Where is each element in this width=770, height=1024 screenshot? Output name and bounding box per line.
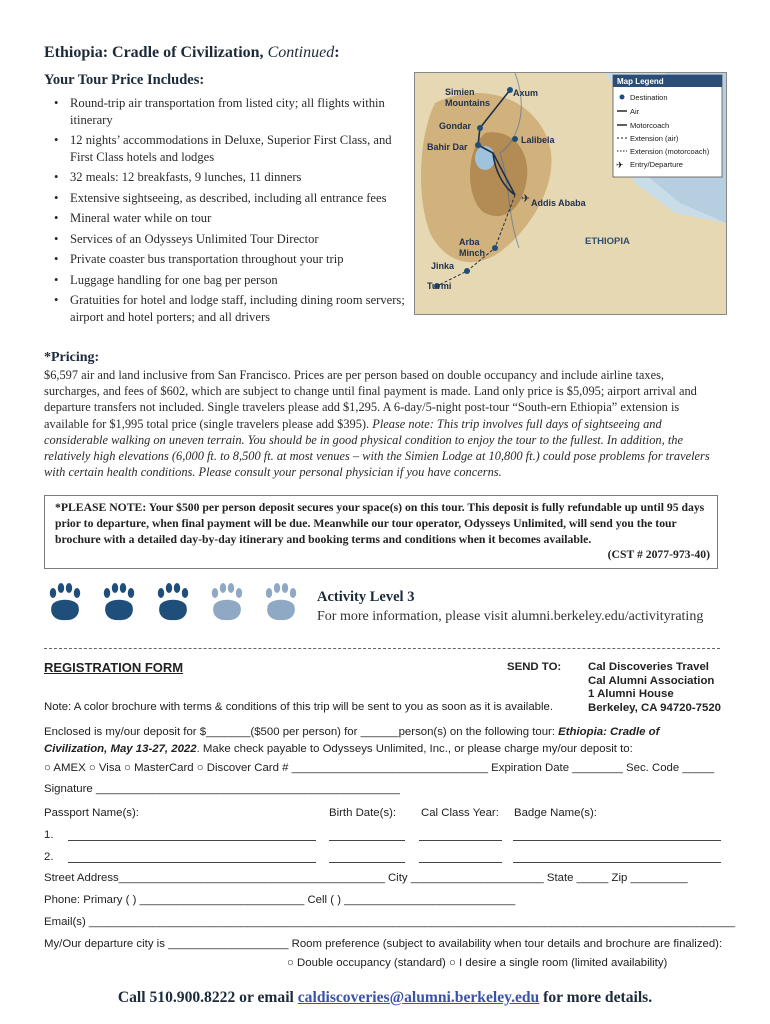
signature-field[interactable]: Signature ________________________________________________ (44, 783, 401, 795)
map-destination-dot (475, 142, 481, 148)
mailing-address (588, 661, 721, 715)
map-label: Minch (459, 248, 485, 258)
row-number: 2. (44, 851, 54, 863)
cut-line (44, 648, 720, 649)
departure-city-field[interactable]: My/Our departure city is ___________________ Room preference (subject to availability when tour details and brochure are finalized): (44, 938, 723, 950)
registration-title: REGISTRATION FORM (44, 660, 184, 675)
deposit-note-text: *PLEASE NOTE: Your $500 per person deposit secures your space(s) on this tour. This deposit is fully refundable up until 95 days prior to departure, when final payment will be due. Meanwhile our tour operator, Odysseys Unlimited, will send you the tour brochure with a detailed day-by-day itinerary and booking terms and conditions when it becomes available. (55, 501, 705, 546)
map-label: Lalibela (521, 135, 555, 145)
map-label: Mountains (445, 98, 490, 108)
paw-icon (48, 583, 82, 625)
map-label: Simien (445, 87, 475, 97)
heading-continued: Continued (267, 44, 335, 61)
map-label: Bahir Dar (427, 142, 468, 152)
email-field[interactable]: Email(s) ______________________________________________________________________________________________________ (44, 916, 736, 928)
map-destination-dot (492, 245, 498, 251)
send-to-label: SEND TO: (507, 661, 562, 673)
include-item: • Gratuities for hotel and lodge staff, including dining room servers; airport and hotel porters; and all drivers (52, 292, 407, 325)
pricing-text (44, 367, 720, 480)
street-address-field[interactable]: Street Address__________________________________________ City _____________________ State _____ Zip _________ (44, 872, 688, 884)
include-item: • Services of an Odysseys Unlimited Tour Director (52, 231, 407, 248)
include-item: • 12 nights’ accommodations in Deluxe, Superior First Class, and First Class hotels and lodges (52, 132, 407, 165)
map-label: Gondar (439, 121, 472, 131)
map-destination-dot (512, 136, 518, 142)
footer-text: Call 510.900.8222 or email (117, 989, 298, 1006)
activity-info: For more information, please visit alumni.berkeley.edu/activityrating (317, 609, 704, 624)
map-label: Axum (513, 88, 539, 98)
class-year-field[interactable] (419, 862, 502, 863)
map-label: Jinka (431, 261, 455, 271)
map-country-label: ETHIOPIA (585, 236, 630, 247)
class-year-label: Cal Class Year: (421, 807, 499, 819)
badge-name-label: Badge Name(s): (514, 807, 597, 819)
address-line: 1 Alumni House (588, 688, 674, 701)
tour-name: Ethiopia: Cradle of Civilization, May 13-27, 2022 (44, 726, 660, 755)
include-item: • Private coaster bus transportation throughout your trip (52, 251, 407, 268)
legend-item: Entry/Departure (630, 160, 683, 169)
include-item: • Extensive sightseeing, as described, including all entrance fees (52, 190, 407, 207)
legend-item: Destination (630, 93, 668, 102)
legend-item: Extension (air) (630, 134, 679, 143)
pricing-body: $6,597 air and land inclusive from San Francisco. Prices are per person based on double occupancy and include airline taxes, surcharges, and fees of $602, which are subject to change until final payment is made. Land only price is $5,095; airport arrival and departure transfers not included. Single travelers please add $1,295. A 6-day/5-night post-tour “South-ern Ethiopia” extension is available for $1,995 total price (single travelers please add $395). (44, 368, 697, 431)
paw-icon (264, 583, 298, 625)
footer-contact (0, 989, 770, 1007)
map-legend-title: Map Legend (617, 77, 664, 86)
birth-date-label: Birth Date(s): (329, 807, 397, 819)
passport-label: Passport Name(s): (44, 807, 139, 819)
legend-item: Extension (motorcoach) (630, 147, 710, 156)
address-line: Berkeley, CA 94720-7520 (588, 701, 721, 714)
map-label: Addis Ababa (531, 198, 586, 208)
include-item: • Luggage handling for one bag per person (52, 272, 407, 289)
birth-date-field[interactable] (329, 862, 405, 863)
map-destination-dot (477, 125, 483, 131)
legend-item: Air (630, 107, 640, 116)
cst-number: (CST # 2077-973-40) (607, 548, 710, 561)
deposit-statement[interactable] (44, 724, 724, 757)
includes-list (52, 95, 407, 329)
phone-field[interactable]: Phone: Primary ( ) __________________________ Cell ( ) ___________________________ (44, 894, 516, 906)
contact-email-link[interactable]: caldiscoveries@alumni.berkeley.edu (297, 989, 540, 1006)
brochure-note: Note: A color brochure with terms & conditions of this trip will be sent to you as soon as it is available. (44, 701, 554, 713)
row-number: 1. (44, 829, 54, 841)
footer-text-end: for more details. (539, 989, 653, 1006)
include-item: • 32 meals: 12 breakfasts, 9 lunches, 11 dinners (52, 169, 407, 186)
map-label: Arba (459, 237, 480, 247)
payment-fields[interactable]: ○ AMEX ○ Visa ○ MasterCard ○ Discover Card # _______________________________ Expiration Date ________ Sec. Code _____ (44, 762, 715, 774)
activity-title: Activity Level 3 (317, 589, 415, 605)
deposit-text-end: . Make check payable to Odysseys Unlimited, Inc., or please charge my/our deposit to: (196, 742, 633, 755)
passport-name-field[interactable] (68, 862, 316, 863)
include-item: • Mineral water while on tour (52, 210, 407, 227)
tour-map (414, 72, 727, 315)
paw-icon (156, 583, 190, 625)
paw-icon (210, 583, 244, 625)
heading-main: Ethiopia: Cradle of Civilization, (44, 44, 264, 61)
includes-title: Your Tour Price Includes: (44, 72, 205, 88)
page-heading (44, 44, 340, 62)
heading-colon: : (334, 44, 340, 61)
class-year-field[interactable] (419, 840, 502, 841)
badge-name-field[interactable] (513, 840, 721, 841)
address-line: Cal Discoveries Travel (588, 661, 709, 673)
address-line: Cal Alumni Association (588, 674, 715, 687)
room-preference-options[interactable]: ○ Double occupancy (standard) ○ I desire a single room (limited availability) (287, 957, 668, 969)
pricing-note: Please note: This trip involves full days of sightseeing and considerable walking on uneven terrain. You should be in good physical condition to enjoy the tour to the fullest. In addition, the relatively high elevations (6,000 ft. to 8,500 ft. at most venues – with the Simien Lodge at 10,800 ft.) could pose problems for travelers with certain health conditions. Please consult your personal physician if you have concerns. (44, 416, 710, 480)
map-destination-dot (464, 268, 470, 274)
legend-dot-icon (620, 95, 625, 100)
include-item: • Round-trip air transportation from listed city; all flights within itinerary (52, 95, 407, 128)
map-plane-glyph: ✈ (521, 193, 531, 205)
badge-name-field[interactable] (513, 862, 721, 863)
pricing-title: *Pricing: (44, 350, 100, 365)
passport-name-field[interactable] (68, 840, 316, 841)
legend-plane-icon: ✈ (616, 160, 624, 170)
birth-date-field[interactable] (329, 840, 405, 841)
map-label: Turmi (427, 281, 452, 291)
paw-icon (102, 583, 136, 625)
deposit-text: Enclosed is my/our deposit for $_______($500 per person) for ______person(s) on the following tour: (44, 726, 559, 738)
legend-item: Motorcoach (630, 121, 670, 130)
